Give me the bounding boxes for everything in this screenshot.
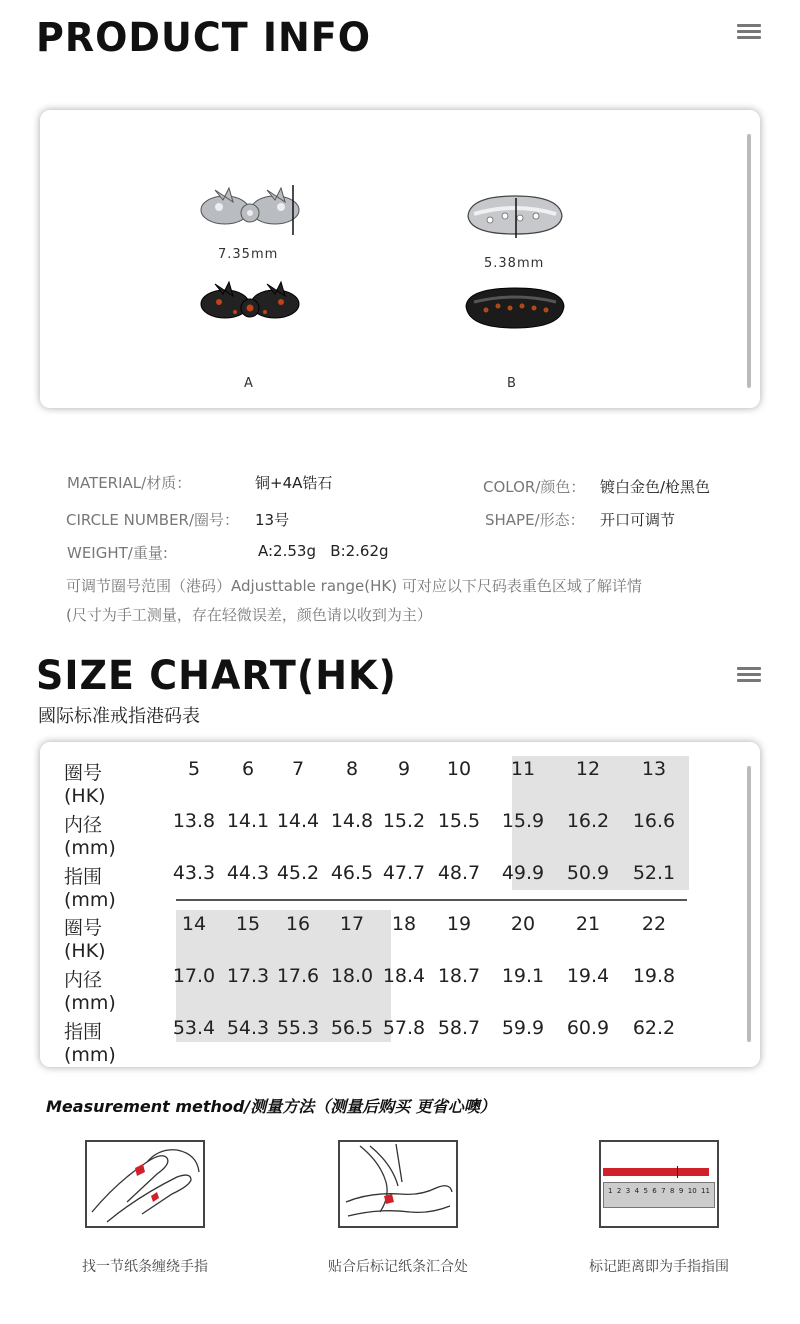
size-cell: 15.2: [382, 810, 426, 832]
size-cell: 47.7: [382, 862, 426, 884]
size-cell: 19.4: [566, 965, 610, 987]
size-cell: 16.6: [632, 810, 676, 832]
size-cell: 18.7: [437, 965, 481, 987]
size-cell: 11: [510, 758, 536, 780]
row-head: 指围(mm): [64, 866, 116, 911]
step-2-caption: 贴合后标记纸条汇合处: [328, 1259, 468, 1275]
size-cell: 17.0: [172, 965, 216, 987]
measurement-method-title: Measurement method/测量方法（测量后购买 更省心噢）: [46, 1097, 496, 1116]
ruler-digit: 2: [616, 1187, 622, 1195]
size-cell: 9: [397, 758, 411, 780]
mark-paper-icon: [340, 1142, 456, 1226]
ruler: [603, 1182, 715, 1208]
menu-icon[interactable]: [737, 24, 761, 40]
size-chart-title: SIZE CHART(HK): [36, 652, 397, 699]
size-cell: 57.8: [382, 1017, 426, 1039]
step-1-image: [85, 1140, 205, 1228]
ruler-digit: 5: [643, 1187, 648, 1195]
size-cell: 8: [345, 758, 359, 780]
circle-number-label: CIRCLE NUMBER/圈号：: [66, 511, 240, 529]
size-cell: 52.1: [632, 862, 676, 884]
product-info-title: PRODUCT INFO: [36, 14, 372, 61]
circle-number-value: 13号: [255, 511, 290, 529]
size-cell: 62.2: [632, 1017, 676, 1039]
size-cell: 17.6: [276, 965, 320, 987]
material-label: MATERIAL/材质：: [67, 474, 192, 492]
size-cell: 18: [391, 913, 417, 935]
ruler-digit: 11: [701, 1187, 710, 1195]
size-cell: 60.9: [566, 1017, 610, 1039]
ruler-digit: 4: [634, 1187, 640, 1195]
size-cell: 20: [510, 913, 536, 935]
step-2-image: [338, 1140, 458, 1228]
shape-label: SHAPE/形态：: [485, 511, 585, 529]
size-cell: 7: [291, 758, 305, 780]
ruler-digit: 1: [608, 1187, 613, 1195]
size-cell: 16: [285, 913, 311, 935]
size-cell: 49.9: [501, 862, 545, 884]
ruler-digit: 9: [678, 1187, 684, 1195]
size-cell: 10: [446, 758, 472, 780]
size-cell: 53.4: [172, 1017, 216, 1039]
size-cell: 6: [241, 758, 255, 780]
product-image-card: [40, 110, 760, 408]
mark-line: [677, 1166, 678, 1178]
ring-b-black-image: [460, 282, 570, 334]
size-cell: 14.8: [330, 810, 374, 832]
size-cell: 13.8: [172, 810, 216, 832]
size-cell: 18.0: [330, 965, 374, 987]
row-head: 指围(mm): [64, 1021, 116, 1066]
row-head: 圈号(HK): [64, 762, 106, 807]
ruler-digit: 8: [670, 1187, 675, 1195]
row-head: 内径(mm): [64, 814, 116, 859]
material-value: 铜+4A锆石: [255, 474, 333, 492]
size-cell: 15.5: [437, 810, 481, 832]
size-cell: 19.1: [501, 965, 545, 987]
size-cell: 17.3: [226, 965, 270, 987]
ring-b-silver-image: [460, 188, 570, 238]
row-head: 内径(mm): [64, 969, 116, 1014]
size-cell: 13: [641, 758, 667, 780]
ruler-digit: 10: [687, 1187, 697, 1195]
ruler-digit: 6: [652, 1187, 657, 1195]
adjustable-range-note: 可调节圈号范围（港码）Adjusttable range(HK) 可对应以下尺码表重色区域了解详情: [66, 577, 642, 595]
size-cell: 21: [575, 913, 601, 935]
size-cell: 48.7: [437, 862, 481, 884]
weight-value: A:2.53g B:2.62g: [258, 542, 389, 560]
measurement-disclaimer: (尺寸为手工测量，存在轻微误差，颜色请以收到为主）: [66, 606, 432, 624]
size-cell: 50.9: [566, 862, 610, 884]
size-cell: 54.3: [226, 1017, 270, 1039]
size-cell: 14: [181, 913, 207, 935]
step-1-caption: 找一节纸条缠绕手指: [82, 1259, 208, 1275]
ruler-digit: 7: [661, 1187, 666, 1195]
color-value: 镀白金色/枪黑色: [600, 478, 711, 496]
size-cell: 44.3: [226, 862, 270, 884]
size-cell: 43.3: [172, 862, 216, 884]
size-cell: 15.9: [501, 810, 545, 832]
ring-a-measure: 7.35mm: [218, 247, 279, 262]
red-paper-strip: [603, 1168, 709, 1176]
ring-a-label: A: [244, 376, 253, 391]
ring-b-measure: 5.38mm: [484, 256, 545, 271]
size-cell: 22: [641, 913, 667, 935]
ruler-digit: 3: [625, 1187, 631, 1195]
size-cell: 5: [187, 758, 201, 780]
size-cell: 15: [235, 913, 261, 935]
size-cell: 12: [575, 758, 601, 780]
size-cell: 45.2: [276, 862, 320, 884]
chart-scrollbar[interactable]: [747, 766, 751, 1042]
size-cell: 18.4: [382, 965, 426, 987]
card-scrollbar[interactable]: [747, 134, 751, 388]
size-cell: 46.5: [330, 862, 374, 884]
step-3-caption: 标记距离即为手指指围: [589, 1259, 729, 1275]
size-cell: 14.1: [226, 810, 270, 832]
table-divider: [176, 899, 687, 901]
shape-value: 开口可调节: [600, 511, 676, 529]
size-cell: 14.4: [276, 810, 320, 832]
size-chart-card: [40, 742, 760, 1067]
size-cell: 17: [339, 913, 365, 935]
finger-wrap-icon: [87, 1142, 203, 1226]
step-3-image: [599, 1140, 719, 1228]
menu-icon[interactable]: [737, 667, 761, 683]
color-label: COLOR/颜色：: [483, 478, 586, 496]
weight-label: WEIGHT/重量:: [67, 544, 168, 562]
ring-a-black-image: [195, 272, 305, 330]
size-cell: 59.9: [501, 1017, 545, 1039]
row-head: 圈号(HK): [64, 917, 106, 962]
size-chart-subtitle: 國际标准戒指港码表: [38, 706, 200, 727]
size-cell: 56.5: [330, 1017, 374, 1039]
size-cell: 58.7: [437, 1017, 481, 1039]
size-cell: 19.8: [632, 965, 676, 987]
size-cell: 16.2: [566, 810, 610, 832]
ring-a-silver-image: [195, 175, 305, 235]
size-cell: 55.3: [276, 1017, 320, 1039]
size-cell: 19: [446, 913, 472, 935]
ring-b-label: B: [507, 376, 516, 391]
